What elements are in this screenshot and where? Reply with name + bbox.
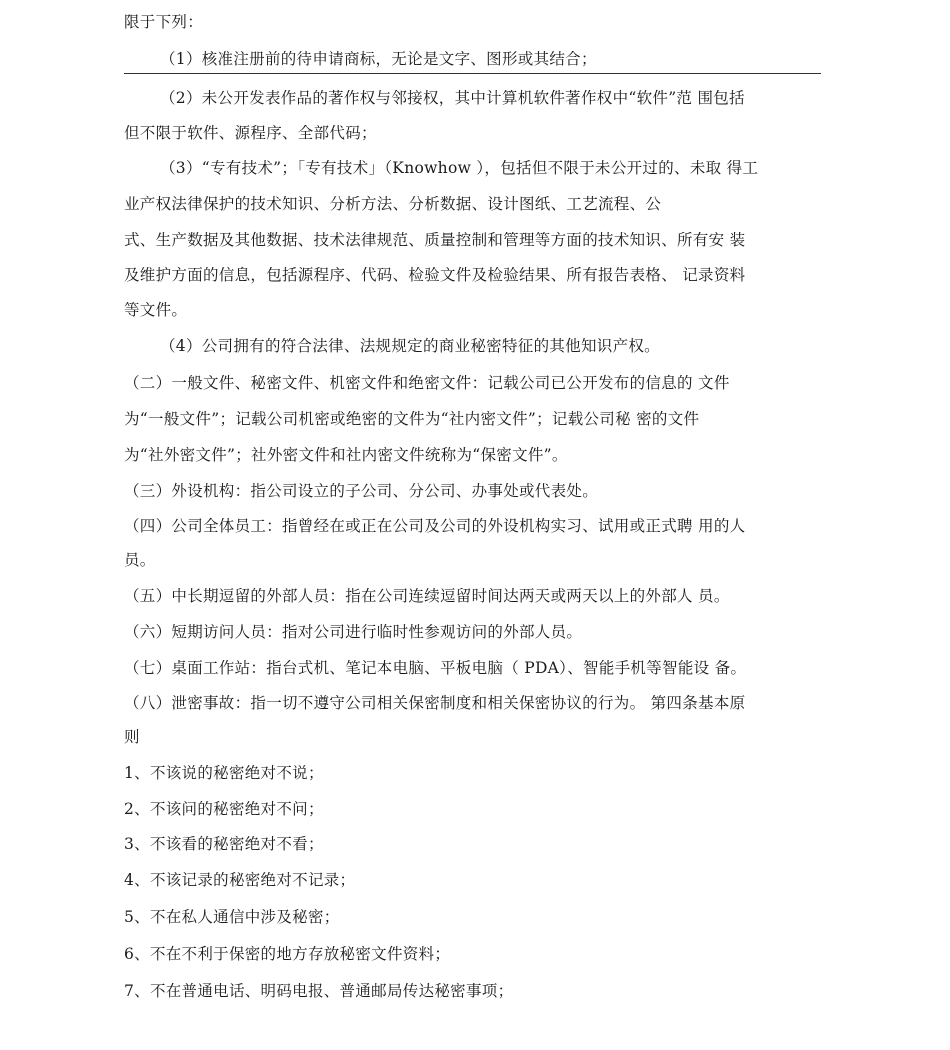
section-three: （三）外设机构：指公司设立的子公司、分公司、办事处或代表处。: [124, 482, 599, 500]
definition-item-3-line-1: （3）“专有技术”；「专有技术」（Knowhow ），包括但不限于未公开过的、未取 得工: [160, 159, 759, 177]
section-five: （五）中长期逗留的外部人员：指在公司连续逗留时间达两天或两天以上的外部人 员。: [124, 587, 730, 605]
definition-item-3-line-4: 及维护方面的信息，包括源程序、代码、检验文件及检验结果、所有报告表格、 记录资料: [124, 266, 746, 284]
horizontal-rule: [124, 73, 821, 74]
definition-item-4: （4）公司拥有的符合法律、法规规定的商业秘密特征的其他知识产权。: [160, 337, 660, 355]
definition-item-3-line-5: 等文件。: [124, 301, 188, 319]
definition-item-3-line-2: 业产权法律保护的技术知识、分析方法、分析数据、设计图纸、工艺流程、公: [124, 195, 662, 213]
principle-item: 6、不在不利于保密的地方存放秘密文件资料；: [124, 945, 451, 963]
section-two-line-1: （二）一般文件、秘密文件、机密文件和绝密文件：记载公司已公开发布的信息的 文件: [124, 374, 730, 392]
section-four-line-1: （四）公司全体员工：指曾经在或正在公司及公司的外设机构实习、试用或正式聘 用的人: [124, 517, 746, 535]
section-four-line-2: 员。: [124, 551, 156, 569]
principle-item: 1、不该说的秘密绝对不说；: [124, 764, 324, 782]
definition-item-3-line-3: 式、生产数据及其他数据、技术法律规范、质量控制和管理等方面的技术知识、所有安 装: [124, 231, 746, 249]
section-two-line-3: 为“社外密文件”；社外密文件和社内密文件统称为“保密文件”。: [124, 446, 568, 464]
definition-item-2-line-1: （2）未公开发表作品的著作权与邻接权，其中计算机软件著作权中“软件”范 围包括: [160, 89, 745, 107]
section-eight-line-1: （八）泄密事故：指一切不遵守公司相关保密制度和相关保密协议的行为。 第四条基本原: [124, 694, 746, 712]
definition-item-2-line-2: 但不限于软件、源程序、全部代码；: [124, 124, 377, 142]
principle-item: 5、不在私人通信中涉及秘密；: [124, 908, 340, 926]
section-six: （六）短期访问人员：指对公司进行临时性参观访问的外部人员。: [124, 623, 583, 641]
section-eight-line-2: 则: [124, 728, 140, 746]
section-seven: （七）桌面工作站：指台式机、笔记本电脑、平板电脑（ PDA）、智能手机等智能设 备。: [124, 659, 747, 677]
definition-item-1: （1）核准注册前的待申请商标，无论是文字、图形或其结合；: [160, 50, 597, 68]
section-two-line-2: 为“一般文件”；记载公司机密或绝密的文件为“社内密文件”；记载公司秘 密的文件: [124, 410, 700, 428]
principle-item: 4、不该记录的秘密绝对不记录；: [124, 871, 356, 889]
intro-line: 限于下列：: [124, 13, 204, 31]
principle-item: 2、不该问的秘密绝对不问；: [124, 800, 324, 818]
principle-item: 3、不该看的秘密绝对不看；: [124, 835, 324, 853]
principle-item: 7、不在普通电话、明码电报、普通邮局传达秘密事项；: [124, 982, 514, 1000]
